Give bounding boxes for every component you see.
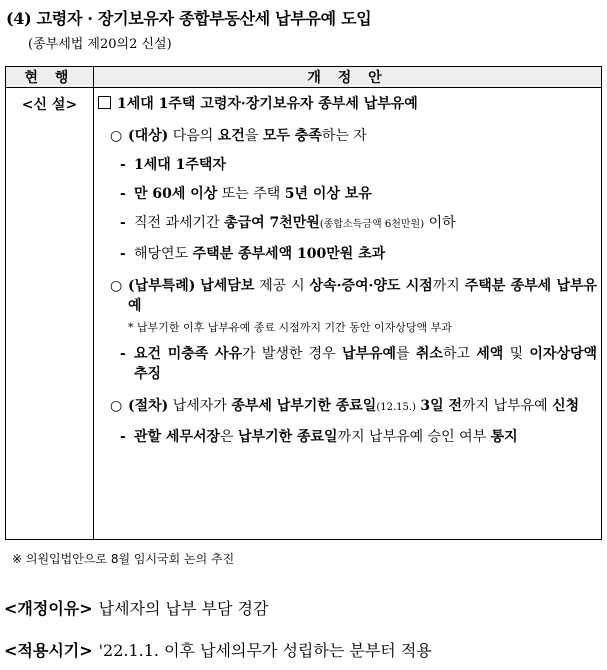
circle-bullet-icon: ○ — [110, 278, 123, 294]
footnote: ※ 의원입법안으로 8월 임시국회 논의 추진 — [12, 552, 235, 566]
dash-bullet-icon: - — [120, 186, 126, 202]
checkbox-square-icon — [98, 96, 111, 109]
circle-bullet-icon: ○ — [110, 398, 123, 414]
dash-bullet-icon: - — [120, 157, 126, 173]
reason-value: 납세자의 납부 부담 경감 — [98, 599, 269, 618]
current-cell — [6, 88, 94, 540]
dash-bullet-icon: - — [120, 346, 126, 362]
procedure-sub: - 관할 세무서장은 납부기한 종료일까지 납부유예 승인 여부 통지 — [120, 429, 518, 445]
section-subtitle: (종부세법 제20의2 신설) — [28, 37, 172, 52]
timing-value: '22.1.1. 이후 납세의무가 성립하는 분부터 적용 — [98, 641, 432, 660]
timing-row — [4, 638, 432, 661]
timing-label: <적용시기> — [4, 641, 93, 660]
current-value: <신 설> — [21, 97, 78, 113]
special-sub: - 요건 미충족 사유가 발생한 경우 납부유예를 취소하고 세액 및 이자상당액 추징 — [120, 346, 598, 382]
proposal-heading: 1세대 1주택 고령자·장기보유자 종부세 납부유예 — [98, 94, 597, 114]
circle-bullet-icon: ○ — [110, 128, 123, 144]
dash-bullet-icon: - — [120, 429, 126, 445]
header-proposal: 개 정 안 — [94, 67, 602, 88]
condition-1: - 1세대 1주택자 — [120, 157, 226, 173]
condition-3: - 직전 과세기간 총급여 7천만원(종합소득금액 6천만원) 이하 — [120, 215, 456, 231]
dash-bullet-icon: - — [120, 215, 126, 231]
condition-4: - 해당연도 주택분 종부세액 100만원 초과 — [120, 246, 386, 262]
section-title: (4) 고령자 · 장기보유자 종합부동산세 납부유예 도입 — [6, 9, 372, 28]
reason-row — [4, 596, 268, 619]
proposal-cell — [94, 88, 602, 540]
reason-label: <개정이유> — [4, 599, 93, 618]
condition-2: - 만 60세 이상 또는 주택 5년 이상 보유 — [120, 186, 372, 202]
comparison-table — [5, 66, 602, 540]
header-current: 현 행 — [6, 67, 94, 88]
item-special: ○ (납부특례) 납세담보 제공 시 상속·증여·양도 시점까지 주택분 종부세 납부유예 — [110, 278, 598, 314]
item-procedure: ○ (절차) 납세자가 종부세 납부기한 종료일(12.15.) 3일 전까지 납부유예 신청 — [110, 396, 597, 418]
item-target: ○ (대상) 다음의 요건을 모두 충족하는 자 — [110, 128, 367, 144]
dash-bullet-icon: - — [120, 246, 126, 262]
special-note: * 납부기한 이후 납부유예 종료 시점까지 기간 동안 이자상당액 부과 — [128, 321, 452, 334]
